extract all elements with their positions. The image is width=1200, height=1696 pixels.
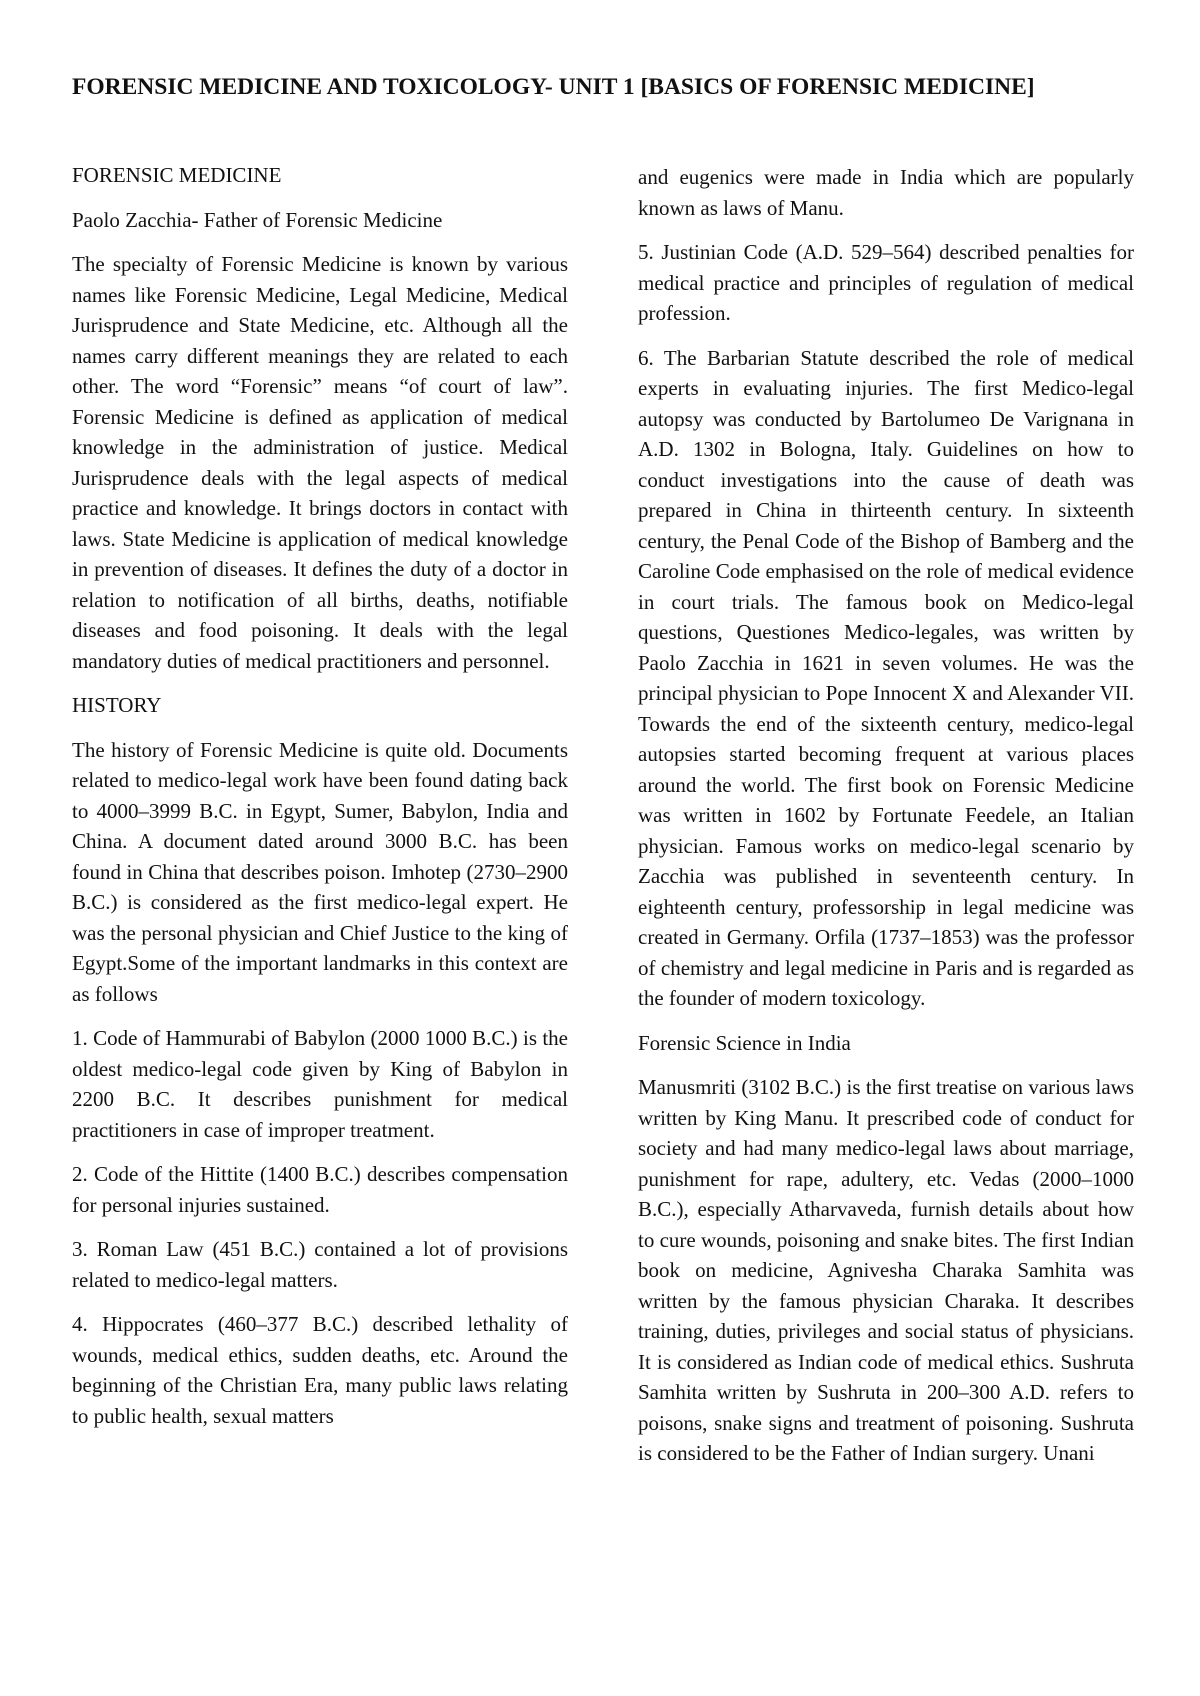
list-item-hippocrates: 4. Hippocrates (460–377 B.C.) described lethality of wounds, medical ethics, sudden deaths, etc. Around the beginning of the Christian Era, many public laws relating to public health, sexual matters xyxy=(72,1312,568,1428)
section-heading-history: HISTORY xyxy=(72,693,162,717)
list-item-roman-law: 3. Roman Law (451 B.C.) contained a lot of provisions related to medico-legal matters. xyxy=(72,1237,568,1292)
paragraph-history: The history of Forensic Medicine is quite old. Documents related to medico-legal work have been found dating back to 4000–3999 B.C. in Egypt, Sumer, Babylon, India and China. A document dated around 3000 B.C. has been found in China that describes poison. Imhotep (2730–2900 B.C.) is considered as the first medico-legal expert. He was the personal physician and Chief Justice to the king of Egypt.Some of the important landmarks in this context are as follows xyxy=(72,737,568,1006)
list-item-justinian-code: 5. Justinian Code (A.D. 529–564) described penalties for medical practice and principles of regulation of medical profession. xyxy=(638,240,1134,325)
paragraph-continued-laws-of-manu: and eugenics were made in India which are popularly known as laws of Manu. xyxy=(638,165,1134,220)
paragraph-father-of-forensic-medicine: Paolo Zacchia- Father of Forensic Medicine xyxy=(72,207,443,232)
section-heading-forensic-medicine: FORENSIC MEDICINE xyxy=(72,163,282,187)
left-column xyxy=(72,160,568,1445)
right-column xyxy=(638,162,1134,1483)
list-item-hittite: 2. Code of the Hittite (1400 B.C.) describes compensation for personal injuries sustained. xyxy=(72,1162,568,1217)
list-item-barbarian-statute: 6. The Barbarian Statute described the role of medical experts in evaluating injuries. The first Medico-legal autopsy was conducted by Bartolumeo De Varignana in A.D. 1302 in Bologna, Italy. Guidelines on how to conduct investigations into the cause of death was prepared in China in thirteenth century. In sixteenth century, the Penal Code of the Bishop of Bamberg and the Caroline Code emphasised on the role of medical evidence in court trials. The famous book on Medico-legal questions, Questiones Medico-legales, was written by Paolo Zacchia in 1621 in seven volumes. He was the principal physician to Pope Innocent X and Alexander VII. Towards the end of the sixteenth century, medico-legal autopsies started becoming frequent at various places around the world. The first book on Forensic Medicine was written in 1602 by Fortunate Feedele, an Italian physician. Famous works on medico-legal scenario by Zacchia was published in seventeenth century. In eighteenth century, professorship in legal medicine was created in Germany. Orfila (1737–1853) was the professor of chemistry and legal medicine in Paris and is regarded as the founder of modern toxicology. xyxy=(638,345,1134,1010)
section-heading-forensic-science-india: Forensic Science in India xyxy=(638,1030,851,1055)
list-item-hammurabi: 1. Code of Hammurabi of Babylon (2000 1000 B.C.) is the oldest medico-legal code given by King of Babylon in 2200 B.C. It describes punishment for medical practitioners in case of improper treatment. xyxy=(72,1026,568,1142)
paragraph-manusmriti: Manusmriti (3102 B.C.) is the first treatise on various laws written by King Manu. It prescribed code of conduct for society and had many medico-legal laws about marriage, punishment for rape, adultery, etc. Vedas (2000–1000 B.C.), especially Atharvaveda, furnish details about how to cure wounds, poisoning and snake bites. The first Indian book on medicine, Agnivesha Charaka Samhita was written by the famous physician Charaka. It describes training, duties, privileges and social status of physicians. It is considered as Indian code of medical ethics. Sushruta Samhita written by Sushruta in 200–300 A.D. refers to poisons, snake signs and treatment of poisoning. Sushruta is considered to be the Father of Indian surgery. Unani xyxy=(638,1075,1134,1465)
document-title: FORENSIC MEDICINE AND TOXICOLOGY- UNIT 1 [BASICS OF FORENSIC MEDICINE] xyxy=(72,74,1035,100)
paragraph-specialty: The specialty of Forensic Medicine is known by various names like Forensic Medicine, Legal Medicine, Medical Jurisprudence and State Medicine, etc. Although all the names carry different meanings they are related to each other. The word “Forensic” means “of court of law”. Forensic Medicine is defined as application of medical knowledge in the administration of justice. Medical Jurisprudence deals with the legal aspects of medical practice and knowledge. It brings doctors in contact with laws. State Medicine is application of medical knowledge in prevention of diseases. It defines the duty of a doctor in relation to notification of all births, deaths, notifiable diseases and food poisoning. It deals with the legal mandatory duties of medical practitioners and personnel. xyxy=(72,252,568,673)
